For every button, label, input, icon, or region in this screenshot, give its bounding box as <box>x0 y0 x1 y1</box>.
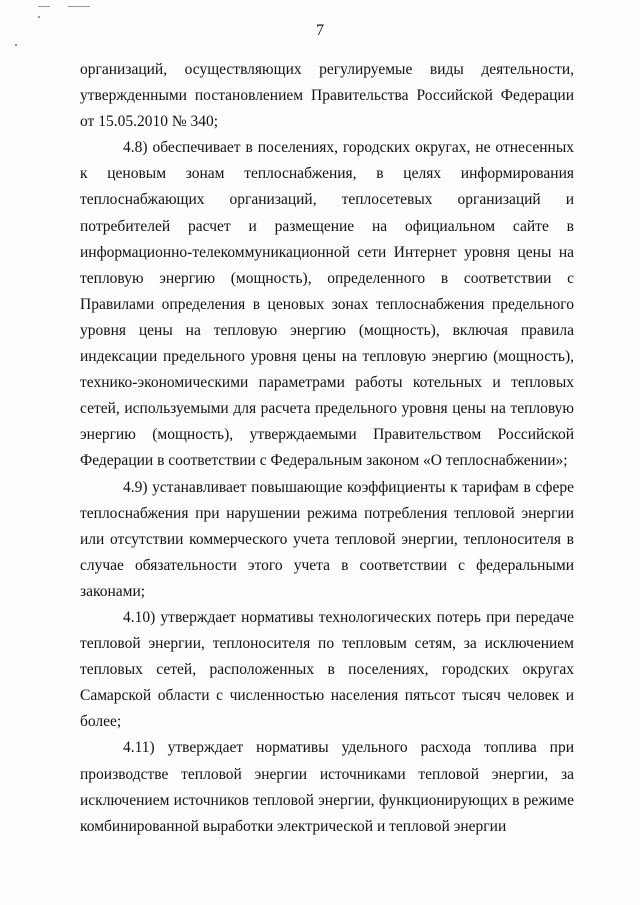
paragraph: 4.9) устанавливает повышающие коэффициенты к тарифам в сфере теплоснабжения при нарушении режима потребления тепловой энергии или отсутствии коммерческого учета тепловой энергии, теплоносителя в случае обязательности этого учета в соответствии с федеральными законами; <box>80 478 574 600</box>
scan-artifact-dot <box>38 16 40 18</box>
paragraph: организаций, осуществляющих регулируемые виды деятельности, утвержденными постановлением Правительства Российской Федерации от 15.05.2010 № 340; <box>80 61 574 131</box>
scan-artifact-line <box>68 6 90 7</box>
paragraph: 4.10) утверждает нормативы технологических потерь при передаче тепловой энергии, теплоносителя по тепловым сетям, за исключением тепловых сетей, расположенных в поселениях, городских округах Самарской области с численностью населения пятьсот тысяч человек и более; <box>80 608 574 731</box>
scan-artifact-dot <box>15 44 17 46</box>
paragraph: 4.11) утверждает нормативы удельного расхода топлива при производстве тепловой энергии источниками тепловой энергии, за исключением источников тепловой энергии, функционирующих в режиме комбинированной выработки электрической и тепловой энергии <box>80 739 574 835</box>
scan-artifact-line <box>38 6 50 7</box>
paragraph: 4.8) обеспечивает в поселениях, городских округах, не отнесенных к ценовым зонам теплоснабжения, в целях информирования теплоснабжающих организаций, теплосетевых организаций и потребителей расчет и размещение на официальном сайте в информационно-телекоммуникационной сети Интернет уровня цены на тепловую энергию (мощность), определенного в соответствии с Правилами определения в ценовых зонах теплоснабжения предельного уровня цены на тепловую энергию (мощность), включая правила индексации предельного уровня цены на тепловую энергию (мощность), технико-экономическими параметрами работы котельных и тепловых сетей, используемыми для расчета предельного уровня цены на тепловую энергию (мощность), утверждаемыми Правительством Российской Федерации в соответствии с Федеральным законом «О теплоснабжении»; <box>80 139 574 470</box>
page-number: 7 <box>316 22 324 39</box>
document-body <box>80 57 574 840</box>
